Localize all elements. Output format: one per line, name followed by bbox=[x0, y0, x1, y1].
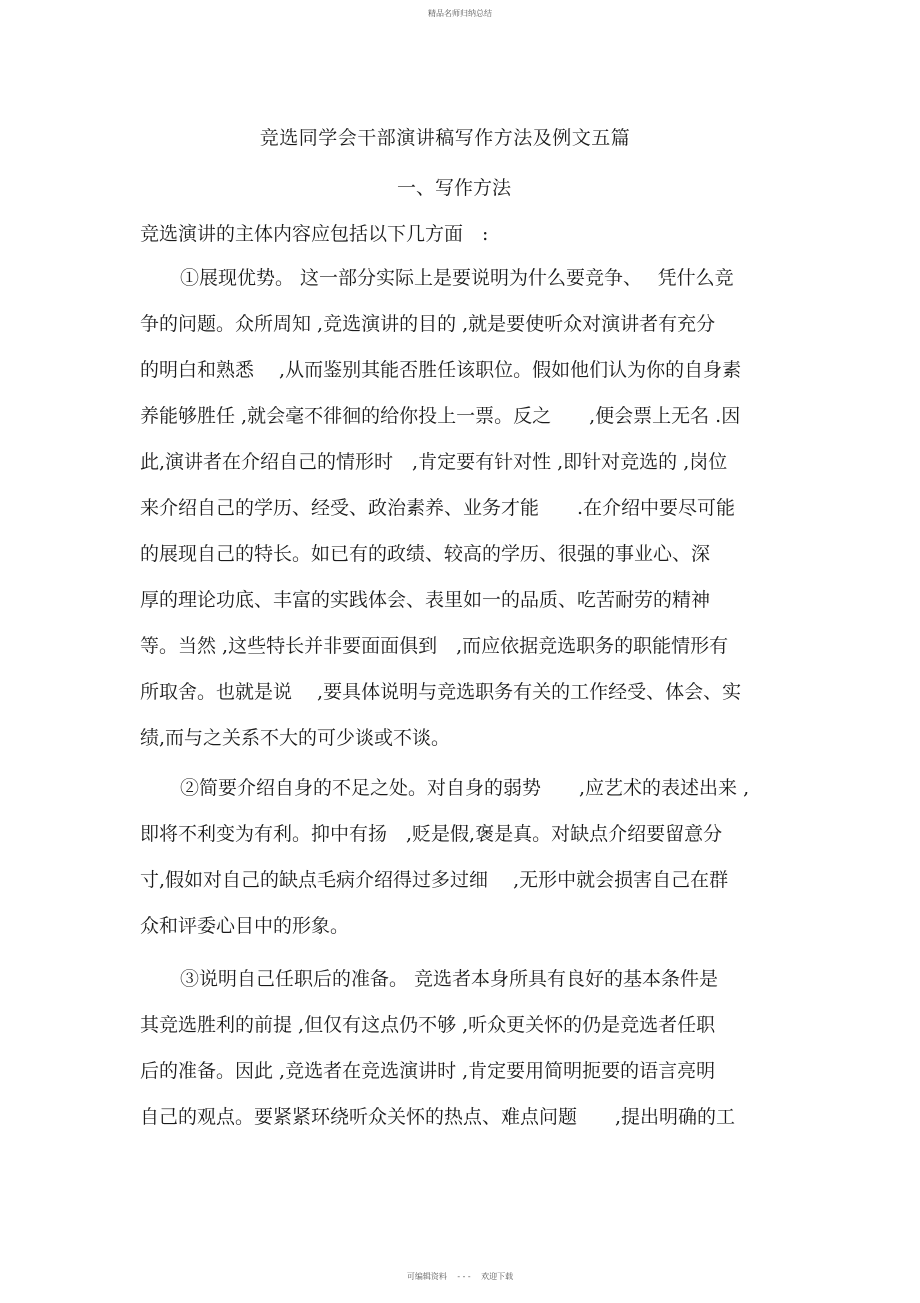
paragraph-line: 厚的理论功底、丰富的实践体会、表里如一的品质、吃苦耐劳的精神 bbox=[140, 589, 711, 611]
document-title: 竞选同学会干部演讲稿写作方法及例文五篇 bbox=[259, 127, 631, 149]
paragraph-line: 的展现自己的特长。如已有的政绩、较高的学历、很强的事业心、深 bbox=[140, 543, 711, 565]
paragraph-line: 来介绍自己的学历、经受、政治素养、业务才能 .在介绍中要尽可能 bbox=[140, 497, 736, 519]
page-footer: 可编辑资料 - - - 欢迎下载 bbox=[406, 1272, 514, 1281]
paragraph-line: 其竞选胜利的前提 ,但仅有这点仍不够 ,听众更关怀的仍是竞选者任职 bbox=[140, 1014, 716, 1036]
paragraph-line: 等。当然 ,这些特长并非要面面俱到 ,而应依据竞选职务的职能情形有 bbox=[140, 635, 729, 657]
paragraph-line: ③说明自己任职后的准备。 竞选者本身所具有良好的基本条件是 bbox=[180, 968, 719, 990]
paragraph-line: 众和评委心目中的形象。 bbox=[140, 915, 350, 937]
paragraph-plans bbox=[140, 966, 782, 1150]
paragraph-line: 争的问题。众所周知 ,竞选演讲的目的 ,就是要使听众对演讲者有充分 bbox=[140, 313, 716, 335]
paragraph-line: 所取舍。也就是说 ,要具体说明与竞选职务有关的工作经受、体会、实 bbox=[140, 681, 742, 703]
paragraph-line: 养能够胜任 ,就会毫不徘徊的给你投上一票。反之 ,便会票上无名 .因 bbox=[140, 405, 741, 427]
paragraph-weaknesses bbox=[140, 775, 782, 959]
section-heading: 一、写作方法 bbox=[396, 177, 511, 199]
paragraph-strengths bbox=[140, 265, 782, 771]
paragraph-line: 自己的观点。要紧紧环绕听众关怀的热点、难点问题 ,提出明确的工 bbox=[140, 1106, 736, 1128]
paragraph-line: 的明白和熟悉 ,从而鉴别其能否胜任该职位。假如他们认为你的自身素 bbox=[140, 359, 742, 381]
paragraph-line: 绩,而与之关系不大的可少谈或不谈。 bbox=[140, 727, 451, 749]
paragraph-line: ①展现优势。 这一部分实际上是要说明为什么要竞争、 凭什么竞 bbox=[180, 267, 734, 289]
paragraph-line: 寸,假如对自己的缺点毛病介绍得过多过细 ,无形中就会损害自己在群 bbox=[140, 869, 729, 891]
page-header: 精品名师归纳总结 bbox=[428, 9, 492, 18]
paragraph-line: 此,演讲者在介绍自己的情形时 ,肯定要有针对性 ,即针对竞选的 ,岗位 bbox=[140, 451, 728, 473]
paragraph-line: ②简要介绍自身的不足之处。对自身的弱势 ,应艺术的表述出来 , bbox=[180, 777, 750, 799]
intro-line: 竞选演讲的主体内容应包括以下几方面 : bbox=[140, 223, 489, 245]
paragraph-line: 后的准备。因此 ,竞选者在竞选演讲时 ,肯定要用简明扼要的语言亮明 bbox=[140, 1060, 716, 1082]
paragraph-line: 即将不利变为有利。抑中有扬 ,贬是假,褒是真。对缺点介绍要留意分 bbox=[140, 823, 723, 845]
